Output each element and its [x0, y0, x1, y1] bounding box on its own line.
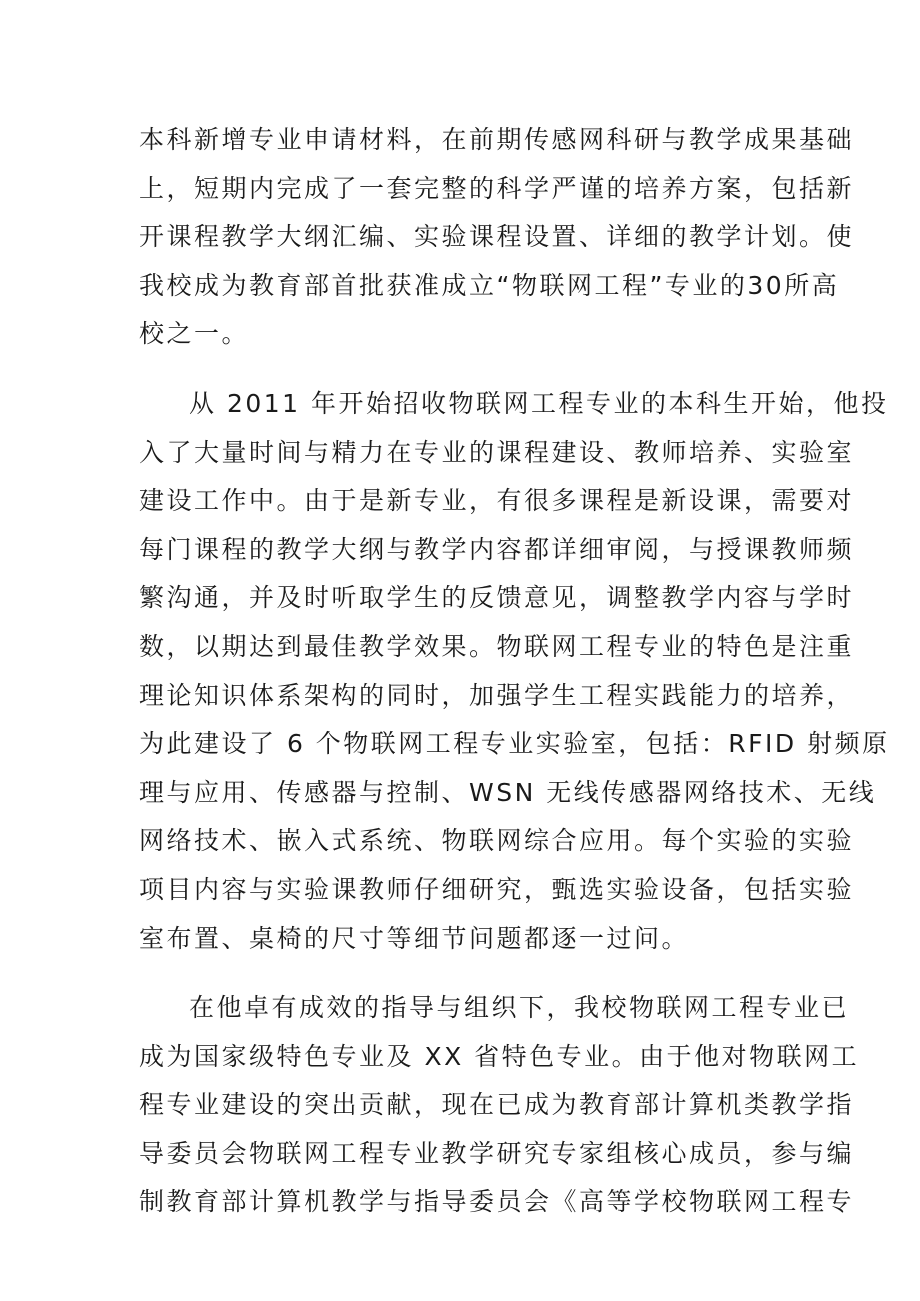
paragraph-2 — [139, 380, 890, 963]
text-line: 建设工作中。由于是新专业，有很多课程是新设课，需要对 — [139, 486, 855, 516]
paragraph-gap — [139, 963, 784, 984]
text-line: 项目内容与实验课教师仔细研究，甄选实验设备，包括实验 — [139, 874, 855, 904]
text-line: 每门课程的教学大纲与教学内容都详细审阅，与授课教师频 — [139, 534, 855, 564]
text-line: 理与应用、传感器与控制、WSN 无线传感器网络技术、无线 — [139, 777, 877, 807]
text-line: 网络技术、嵌入式系统、物联网综合应用。每个实验的实验 — [139, 826, 855, 856]
text-line: 校之一。 — [139, 319, 250, 349]
paragraph-3 — [139, 984, 860, 1227]
text-line: 导委员会物联网工程专业教学研究专家组核心成员，参与编 — [139, 1138, 855, 1168]
text-line: 成为国家级特色专业及 XX 省特色专业。由于他对物联网工 — [139, 1041, 860, 1071]
text-line: 制教育部计算机教学与指导委员会《高等学校物联网工程专 — [139, 1187, 855, 1217]
text-line: 繁沟通，并及时听取学生的反馈意见，调整教学内容与学时 — [139, 583, 855, 613]
text-line: 室布置、桌椅的尺寸等细节问题都逐一过问。 — [139, 923, 690, 953]
text-line: 从 2011 年开始招收物联网工程专业的本科生开始，他投 — [189, 388, 889, 418]
text-line: 我校成为教育部首批获准成立“物联网工程”专业的30所高 — [139, 270, 840, 300]
text-line: 在他卓有成效的指导与组织下，我校物联网工程专业已 — [189, 993, 850, 1023]
text-line: 程专业建设的突出贡献，现在已成为教育部计算机类教学指 — [139, 1090, 855, 1120]
text-line: 为此建设了 6 个物联网工程专业实验室，包括：RFID 射频原 — [139, 729, 890, 759]
text-line: 本科新增专业申请材料，在前期传感网科研与教学成果基础 — [139, 125, 855, 154]
text-line: 理论知识体系架构的同时，加强学生工程实践能力的培养， — [139, 680, 855, 710]
paragraph-1 — [139, 116, 855, 359]
text-line: 上，短期内完成了一套完整的科学严谨的培养方案，包括新 — [139, 173, 855, 203]
paragraph-gap — [139, 359, 784, 380]
body-text — [139, 116, 890, 1227]
text-line: 数，以期达到最佳教学效果。物联网工程专业的特色是注重 — [139, 631, 855, 661]
text-line: 入了大量时间与精力在专业的课程建设、教师培养、实验室 — [139, 437, 855, 467]
text-line: 开课程教学大纲汇编、实验课程设置、详细的教学计划。使 — [139, 222, 855, 252]
